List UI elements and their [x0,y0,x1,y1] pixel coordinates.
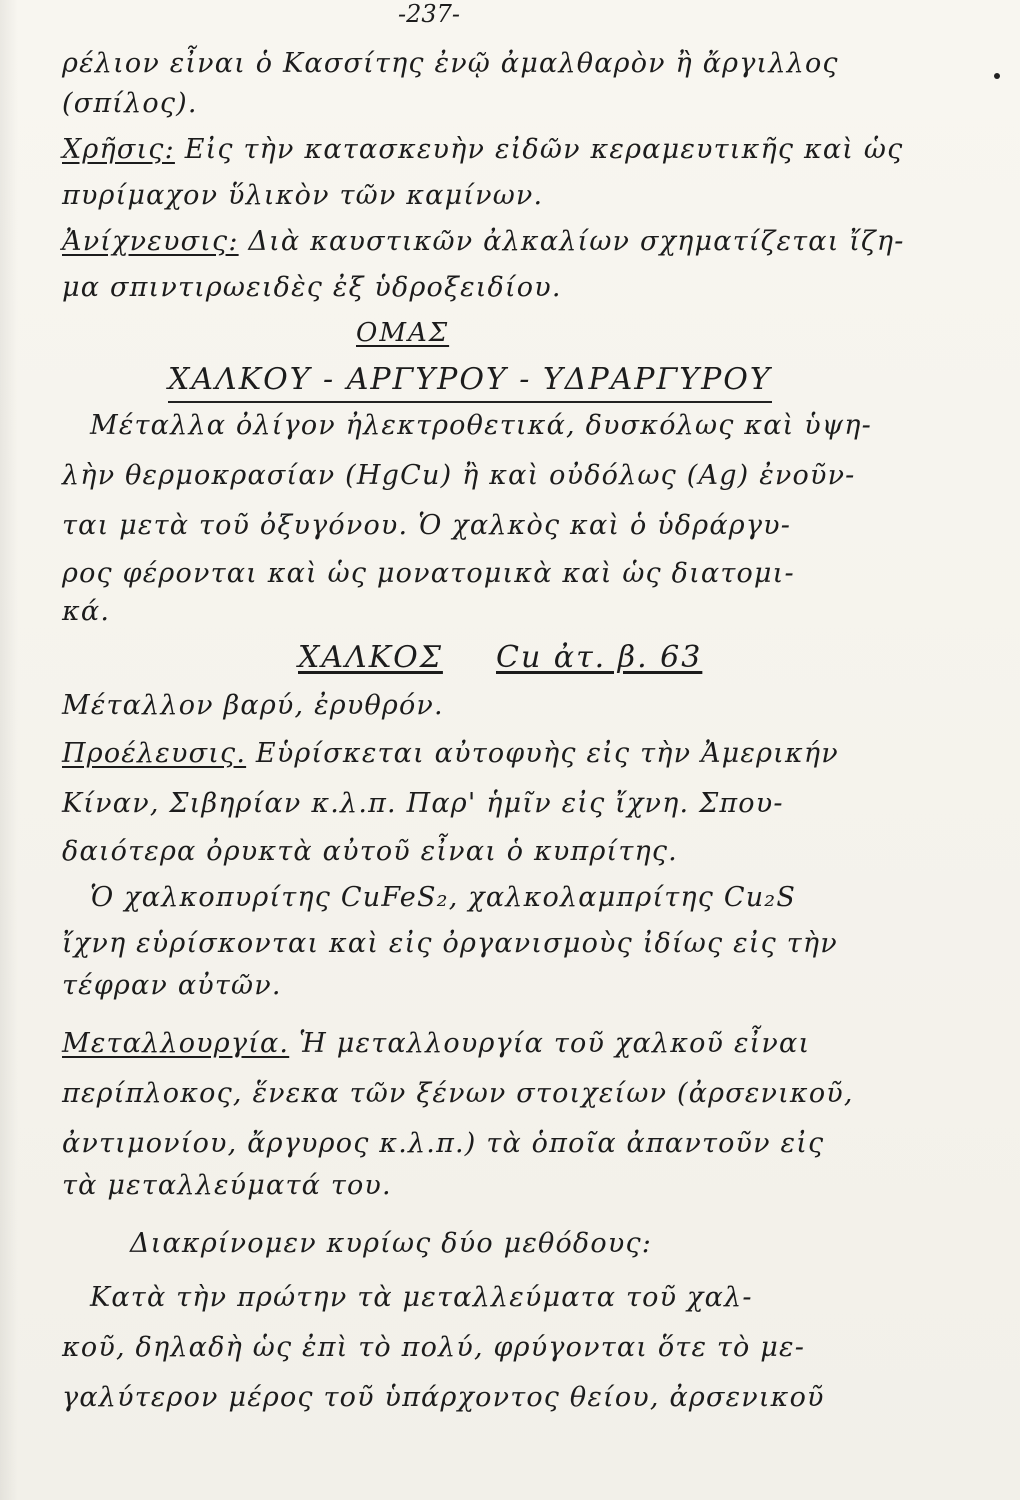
text-line: περίπλοκος, ἕνεκα τῶν ξένων στοιχείων (ἀρσενικοῦ, [62,1078,854,1109]
section-label: Προέλευσις. [62,738,247,769]
text-line: μα σπιντιρωειδὲς ἐξ ὑδροξειδίου. [62,272,562,303]
heading-chalkos: ΧΑΛΚΟΣ [298,640,443,675]
text-line: Κίναν, Σιβηρίαν κ.λ.π. Παρ' ἡμῖν εἰς ἴχνη. Σπου- [62,788,784,819]
text-line: κά. [62,596,111,627]
text-line: Μεταλλουργία. Ἡ μεταλλουργία τοῦ χαλκοῦ εἶναι [62,1028,811,1059]
text-line: γαλύτερον μέρος τοῦ ὑπάρχοντος θείου, ἀρσενικοῦ [62,1382,825,1413]
page-number: -237- [398,0,461,28]
text-line: ἀντιμονίου, ἄργυρος κ.λ.π.) τὰ ὁποῖα ἀπαντοῦν εἰς [62,1128,825,1159]
text-line: τέφραν αὐτῶν. [62,970,282,1001]
ink-dot [994,73,1000,79]
text-line: λὴν θερμοκρασίαν (HgCu) ἢ καὶ οὐδόλως (Ag) ἐνοῦν- [62,460,856,491]
text-line: τὰ μεταλλεύματά του. [62,1170,392,1201]
text-line: κοῦ, δηλαδὴ ὡς ἐπὶ τὸ πολύ, φρύγονται ὅτε τὸ με- [62,1332,806,1363]
section-label: Ἀνίχνευσις: [62,226,239,257]
text-line: ρέλιον εἶναι ὁ Κασσίτης ἐνῷ ἀμαλθαρὸν ἢ ἄργιλλος [62,48,839,79]
heading-metals: ΧΑΛΚΟΥ - ΑΡΓΥΡΟΥ - ΥΔΡΑΡΓΥΡΟΥ [168,362,772,403]
text-line: ρος φέρονται καὶ ὡς μονατομικὰ καὶ ὡς διατομι- [62,558,795,589]
text-line: Χρῆσις: Εἰς τὴν κατασκευὴν εἰδῶν κεραμευτικῆς καὶ ὡς [62,134,904,165]
text-line: Διακρίνομεν κυρίως δύο μεθόδους: [130,1228,653,1259]
text-line: Προέλευσις. Εὑρίσκεται αὐτοφυὴς εἰς τὴν Ἀμερικήν [62,738,839,769]
text-line: Ἀνίχνευσις: Διὰ καυστικῶν ἀλκαλίων σχηματίζεται ἴζη- [62,226,905,257]
text-line: Ὁ χαλκοπυρίτης CuFeS₂, χαλκολαμπρίτης Cu₂S [90,882,797,913]
text-line: Μέταλλον βαρύ, ἐρυθρόν. [62,690,444,721]
text-line: (σπίλος). [62,88,198,119]
text-line: δαιότερα ὀρυκτὰ αὐτοῦ εἶναι ὁ κυπρίτης. [62,836,678,867]
text-line: ται μετὰ τοῦ ὀξυγόνου. Ὁ χαλκὸς καὶ ὁ ὑδράργυ- [62,510,792,541]
text-line: Κατὰ τὴν πρώτην τὰ μεταλλεύματα τοῦ χαλ- [90,1282,753,1313]
section-label: Χρῆσις: [62,134,175,165]
section-label: Μεταλλουργία. [62,1028,290,1059]
heading-chalkos-symbol: Cu ἀτ. β. 63 [496,640,703,675]
text-line: ἴχνη εὑρίσκονται καὶ εἰς ὀργανισμοὺς ἰδίως εἰς τὴν [62,928,838,959]
text-line: πυρίμαχον ὕλικὸν τῶν καμίνων. [62,180,544,211]
text-line: Μέταλλα ὀλίγον ἠλεκτροθετικά, δυσκόλως καὶ ὑψη- [90,410,872,441]
heading-group: ΟΜΑΣ [356,318,450,348]
